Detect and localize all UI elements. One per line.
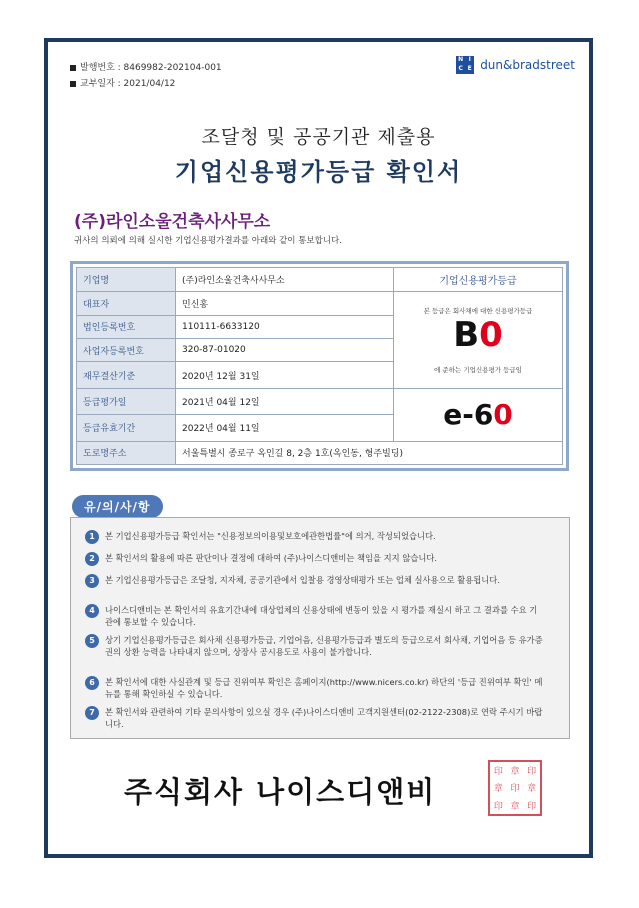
row-value: 서울특별시 종로구 옥인길 8, 2층 1호(옥인동, 형주빌딩) (176, 441, 563, 464)
company-name: (주)라인소울건축사사무소 (74, 212, 271, 232)
issue-meta (70, 60, 222, 92)
dnb-logo-text: dun&bradstreet (480, 58, 575, 72)
row-value: 110111-6633120 (176, 315, 394, 338)
row-label: 사업자등록번호 (77, 339, 176, 362)
grade-note-bottom: 에 준하는 기업신용평가 등급임 (434, 366, 522, 375)
row-label: 등급유효기간 (77, 415, 176, 441)
number-7-icon: 7 (85, 706, 99, 720)
nice-logo-icon: N I C E (456, 56, 474, 74)
list-item: 6 본 확인서에 대한 사실관계 및 등급 진위여부 확인은 홈페이지(http://www.nicers.co.kr) 하단의 '등급 진위여부 확인' 메뉴를 통해 확인하실 수 있습니다. (85, 676, 545, 700)
caution-box (70, 517, 570, 739)
table-row (77, 388, 563, 414)
row-value: 2021년 04월 12일 (176, 388, 394, 414)
company-logo (456, 56, 575, 74)
list-item: 3 본 기업신용평가등급은 조달청, 지자체, 공공기관에서 입찰용 경영상태평가 또는 업체 실사용으로 활용됩니다. (85, 574, 545, 588)
notice-text: 귀사의 의뢰에 의해 실시한 기업신용평가결과를 아래와 같이 통보합니다. (74, 236, 342, 246)
row-value: (주)라인소울건축사사무소 (176, 268, 394, 292)
list-item: 4 나이스디앤비는 본 확인서의 유효기간내에 대상업체의 신용상태에 변동이 있을 시 평가를 재실시 하고 그 결과를 수요 기관에 통보할 수 있습니다. (85, 604, 545, 628)
number-1-icon: 1 (85, 530, 99, 544)
grade-note-top: 본 등급은 회사채에 대한 신용평가등급 (423, 307, 533, 316)
list-item: 2 본 확인서의 활용에 따른 판단이나 결정에 대하여 (주)나이스디앤비는 책임을 지지 않습니다. (85, 552, 545, 566)
table-row (77, 292, 563, 315)
row-label: 도로명주소 (77, 441, 176, 464)
row-label: 재무결산기준 (77, 362, 176, 388)
list-item: 5 상기 기업신용평가등급은 회사채 신용평가등급, 기업어음, 신용평가등급과 별도의 등급으로서 회사채, 기업어음 등 유가증권의 상환 능력을 나타내지 않으며, 상장사 공시용도로 사용이 불가합니다. (85, 634, 545, 658)
grade-value: B0 (453, 315, 503, 356)
issue-number: 발행번호 : 8469982-202104-001 (80, 63, 222, 73)
grade-header-cell (394, 268, 563, 292)
info-table-box (70, 261, 569, 471)
info-table (76, 267, 563, 465)
grade-e-cell (394, 388, 563, 441)
grade-header: 기업신용평가등급 (439, 276, 517, 288)
caution-heading: 유/의/사/항 (72, 495, 163, 518)
number-6-icon: 6 (85, 676, 99, 690)
grade-e-value: e-60 (443, 398, 513, 432)
issue-date: 교부일자 : 2021/04/12 (80, 79, 176, 89)
row-label: 대표자 (77, 292, 176, 315)
issuer-name: 주식회사 나이스디앤비 (124, 775, 437, 809)
list-item: 1 본 기업신용평가등급 확인서는 "신용정보의이용및보호에관한법률"에 의거, 작성되었습니다. (85, 530, 545, 544)
list-item: 7 본 확인서와 관련하여 기타 문의사항이 있으실 경우 (주)나이스디앤비 고객지원센터(02-2122-2308)로 연락 주시기 바랍니다. (85, 706, 545, 730)
row-value: 320-87-01020 (176, 339, 394, 362)
page-title: 기업신용평가등급 확인서 (174, 158, 463, 186)
page-subtitle: 조달청 및 공공기관 제출용 (201, 126, 436, 148)
row-value: 2020년 12월 31일 (176, 362, 394, 388)
company-seal-icon: 印 章 印 章 印 章 印 章 印 (488, 760, 542, 816)
row-label: 기업명 (77, 268, 176, 292)
number-4-icon: 4 (85, 604, 99, 618)
row-value: 민신홍 (176, 292, 394, 315)
number-2-icon: 2 (85, 552, 99, 566)
row-label: 법인등록번호 (77, 315, 176, 338)
number-3-icon: 3 (85, 574, 99, 588)
table-row (77, 268, 563, 292)
grade-main-cell (394, 292, 563, 388)
row-value: 2022년 04월 11일 (176, 415, 394, 441)
table-row (77, 441, 563, 464)
certificate-frame (44, 38, 593, 858)
row-label: 등급평가일 (77, 388, 176, 414)
number-5-icon: 5 (85, 634, 99, 648)
